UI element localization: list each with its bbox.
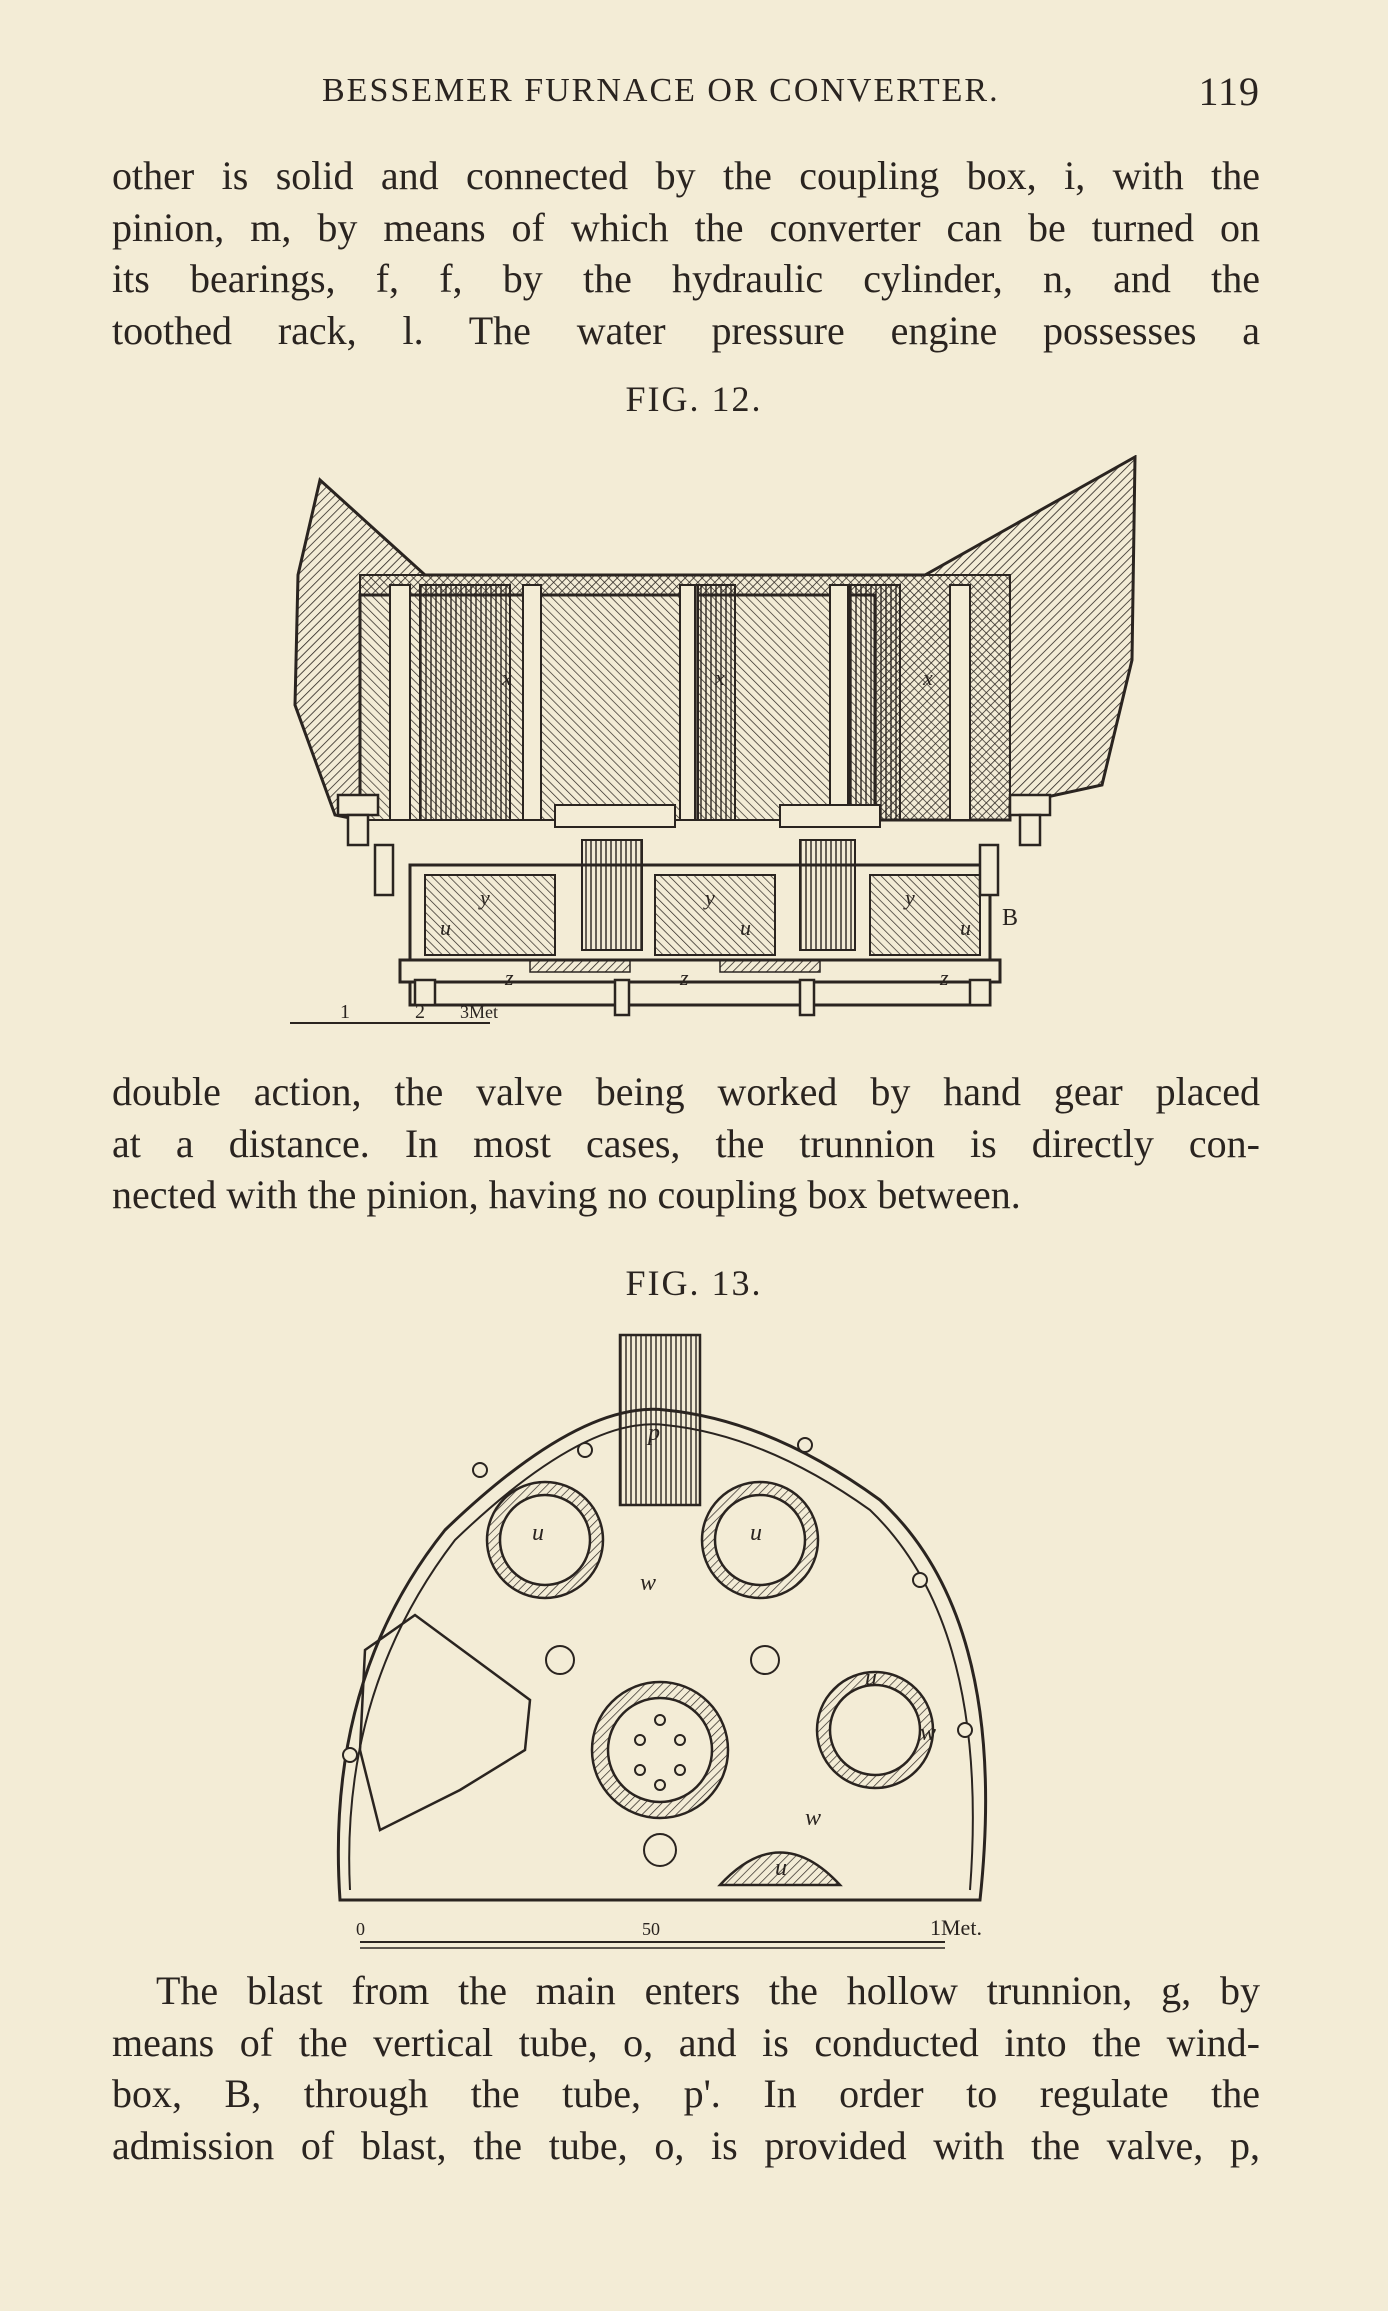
text-line: box, B, through the tube, p'. In order to regulate the xyxy=(112,2071,1260,2116)
text-line: means of the vertical tube, o, and is conducted into the wind- xyxy=(112,2019,1260,2065)
text-line: its bearings, f, f, by the hydraulic cylinder, n, and the xyxy=(112,256,1260,301)
vertical-tube-o xyxy=(620,1335,700,1505)
label-y-1: y xyxy=(480,885,490,910)
scale-tick-3: 3Met xyxy=(460,1002,498,1022)
text-line: double action, the valve being worked by hand gear placed xyxy=(112,1069,1260,1114)
label-u-3: u xyxy=(865,1665,877,1691)
side-plate xyxy=(360,1615,530,1830)
running-head xyxy=(112,69,1260,114)
label-B: B xyxy=(1002,905,1019,931)
text-line: at a distance. In most cases, the trunnion is directly con- xyxy=(112,1120,1260,1166)
text-line: admission of blast, the tube, o, is provided with the valve, p, xyxy=(112,2122,1260,2168)
text-line: other is solid and connected by the coupling box, i, with the xyxy=(112,153,1260,198)
text-line: toothed rack, l. The water pressure engine possesses a xyxy=(112,307,1260,353)
paragraph-3-first-line xyxy=(156,1965,1260,2017)
label-u-3: u xyxy=(960,915,971,940)
label-x-2: x xyxy=(715,665,725,690)
furnace-body xyxy=(295,457,1135,827)
label-y-3: y xyxy=(905,885,915,910)
paragraph-2 xyxy=(112,1066,1260,1221)
label-w-1: w xyxy=(640,1570,657,1596)
label-x-3: x xyxy=(923,665,933,690)
label-p: p xyxy=(648,1420,660,1446)
figure-13-caption: FIG. 13. xyxy=(625,1263,763,1303)
text-line: The blast from the main enters the hollow trunnion, g, by xyxy=(156,1968,1260,2013)
scale-tick-0: 0 xyxy=(356,1919,365,1939)
wind-box xyxy=(400,840,1000,1005)
label-u-4: u xyxy=(775,1855,787,1881)
paragraph-1 xyxy=(112,150,1260,356)
scale-tick-1: 1 xyxy=(340,1001,350,1023)
label-x-1: x xyxy=(502,665,512,690)
figure-12-illustration xyxy=(290,455,1140,1035)
label-u-1: u xyxy=(440,915,451,940)
text-line: nected with the pinion, having no coupling box between. xyxy=(112,1172,1021,1217)
page-number: 119 xyxy=(1198,69,1260,114)
label-z-1: z xyxy=(505,965,514,990)
label-w-2: w xyxy=(805,1805,822,1831)
label-w-3: w xyxy=(920,1720,937,1746)
label-y-2: y xyxy=(705,885,715,910)
label-u-2: u xyxy=(750,1520,762,1546)
figure-12-caption: FIG. 12. xyxy=(625,379,763,419)
paragraph-3 xyxy=(112,2017,1260,2172)
label-z-3: z xyxy=(940,965,949,990)
scale-tick-2: 2 xyxy=(415,1001,425,1023)
text-line: pinion, m, by means of which the converter can be turned on xyxy=(112,204,1260,250)
label-z-2: z xyxy=(680,965,689,990)
figure-13-illustration xyxy=(320,1330,1040,1960)
scale-bar-12 xyxy=(290,1001,498,1023)
label-u-1: u xyxy=(532,1520,544,1546)
label-u-2: u xyxy=(740,915,751,940)
scale-tick-50: 50 xyxy=(642,1919,660,1939)
scale-tick-1m: 1Met. xyxy=(930,1915,982,1940)
scale-bar-13 xyxy=(356,1915,982,1948)
running-title: BESSEMER FURNACE OR CONVERTER. xyxy=(322,72,1000,109)
